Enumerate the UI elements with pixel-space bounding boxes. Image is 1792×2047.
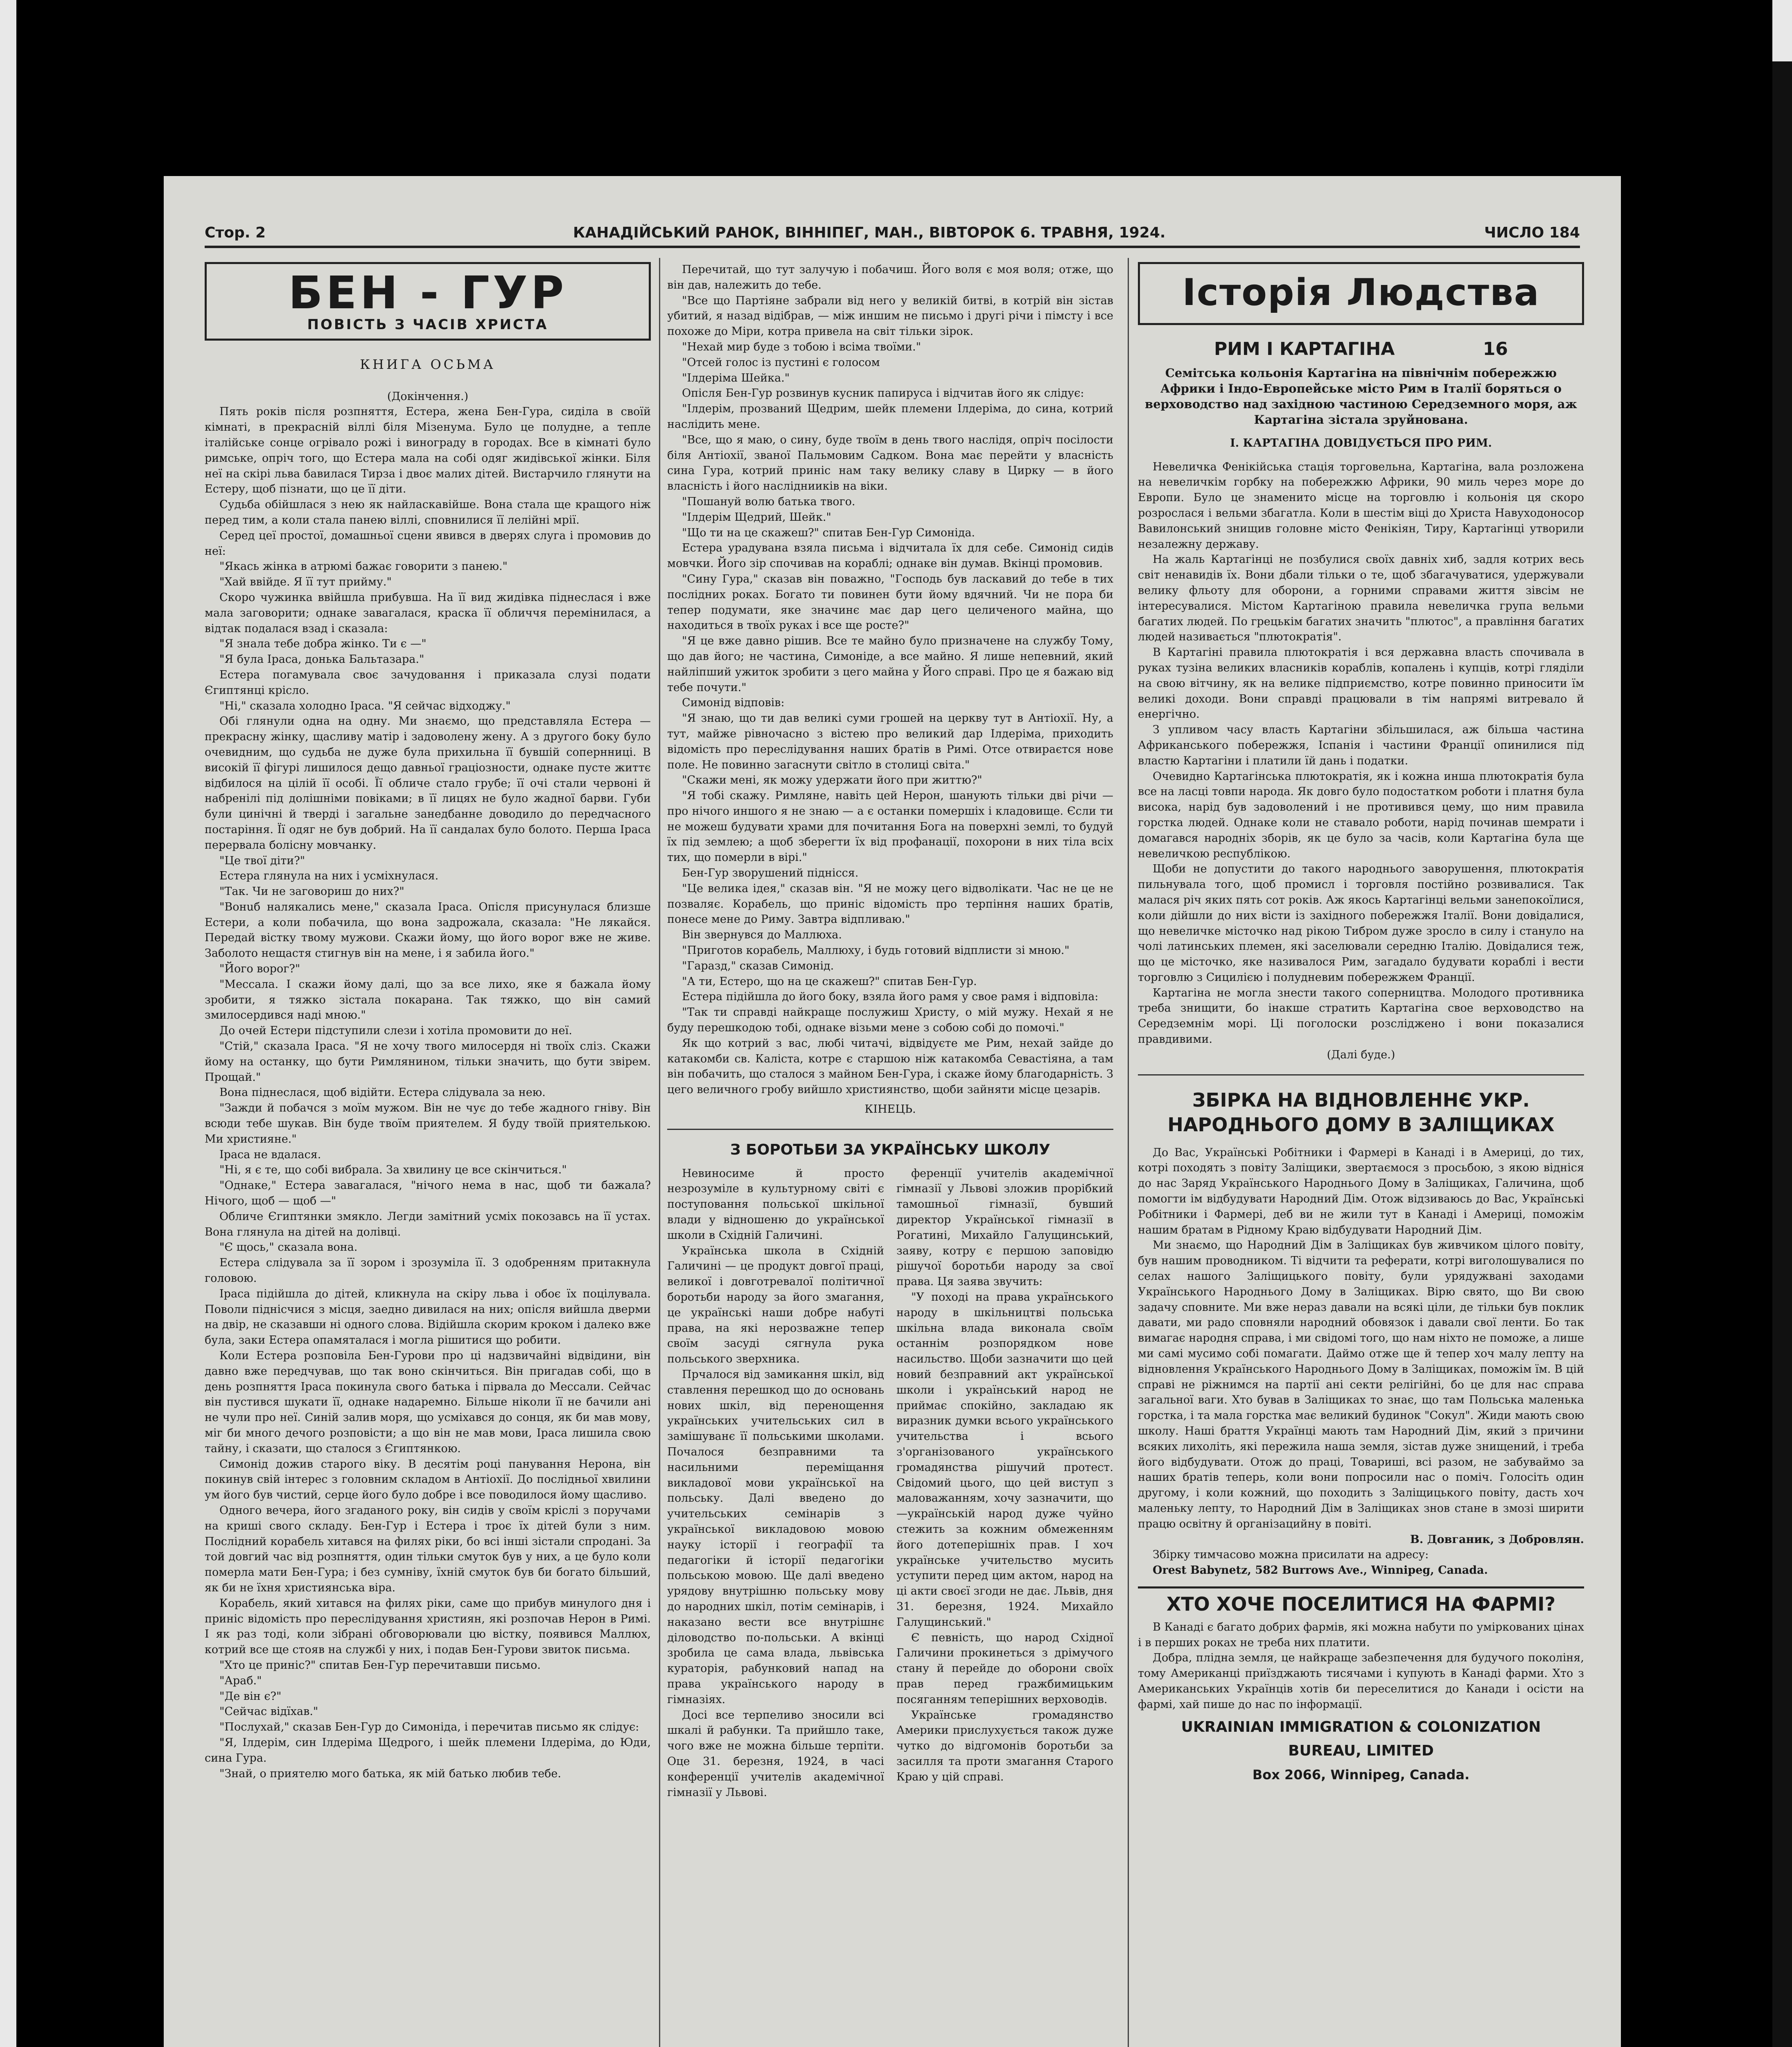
benhur-title-box (205, 262, 651, 341)
paragraph: "У поході на права українського народу в шкільництві польська шкільна влада виконала своїм останнім розпорядком нове насильство. Щоби зазначити що цей новий безправний акт української школи і український народ не приймає спокійно, закладаю як виразник думки всього українського учительства і всього з'організованого українського громадянства рішучий протест. Свідомий цього, що цей виступ з маловажанням, хочу зазначити, що —українській народ дуже чуйно стежить за кожним обмеженням його дотеперішніх прав. І хоч українське учительство мусить уступити перед цим актом, народ на ці акти своєї згоди не дає. Львів, дня 31. березня, 1924. Михайло Галущинський." (896, 1291, 1113, 1629)
film-edge-right-dark (1772, 61, 1792, 2047)
farm-text (1138, 1620, 1584, 1713)
paragraph: Естера слідувала за її зором і зрозуміла її. З одобренням притакнула головою. (205, 1256, 651, 1285)
paragraph: "Мессала. І скажи йому далі, що за все лихо, яке я бажала йому зробити, я тяжко зістала покарана. Так тяжко, що він самий змилосердився надi мною." (205, 978, 651, 1022)
paragraph: "Я знала тебе добра жінко. Ти є —" (219, 637, 427, 651)
farm-ad (1138, 1586, 1584, 1784)
paragraph: "А ти, Естеро, що на це скажеш?" спитав Бен-Гур. (682, 975, 977, 988)
history-subtitle (1138, 341, 1584, 357)
dim-send: Збірку тимчасово можна присилати на адресу: (1153, 1548, 1429, 1561)
paragraph: Він звернувся до Маллюха. (682, 929, 842, 942)
paragraph: Корабель, який хитався на филях ріки, саме що прибув минулого дня і приніс відомість про переслідування християн, які розпочав Нерон в Римі. І як раз тоді, коли зібрані обговорювали цю вістку, появився Маллюх, котрий все ще стояв на службі у них, і подав Бен-Гурови звиток письма. (205, 1597, 651, 1656)
history-text (1138, 459, 1584, 1047)
paragraph: "Зажди й побачся з моїм мужом. Він не чує до тебе жадного гніву. Він всюди тебе шукав. Він буде твоїм приятелем. Я буду твоїй приятелькою. Ми християне." (205, 1102, 651, 1146)
paragraph: "Я це вже давно рішив. Все те майно було призначене на службу Тому, що дав його; не частина, Симоніде, а все майно. Я лише непевний, який найліпший ужиток зробити з цего майна у Його справі. Про це я бажаю від тебе почути." (667, 635, 1113, 694)
paragraph: "Сину Гура," сказав він поважно, "Господь був ласкавий до тебе в тих послідних роках. Богато ти повинен бути йому вдячний. Чи не пора би тепер подумати, яке значинє має дар цего целиченого майна, що находиться в твоїх руках і все ще росте?" (667, 572, 1113, 632)
paragraph: Естера урадувана взяла письма і відчитала їх для себе. Симонід сидів мовчки. Його зір спочивав на кораблі; однаке він думав. Вкінці промовив. (667, 542, 1113, 570)
paragraph: Симонід відповів: (682, 696, 785, 709)
paragraph: "Послухай," сказав Бен-Гур до Симоніда, і перечитав письмо як слідує: (219, 1721, 639, 1734)
paragraph: "Все, що я маю, о сину, буде твоїм в день твого наслідя, опріч посілости біля Антіохії, званої Пальмовим Садком. Вона має перейти у власність сина Гура, котрий приніс нам таку велику славу в Цирку — в його власність і його насліднииків на віки. (667, 433, 1113, 493)
paragraph: "Однаке," Естера завагалася, "нічого нема в нас, щоб ти бажала? Нічого, щоб — щоб —" (205, 1179, 651, 1208)
history-title: Історія Людства (1182, 271, 1540, 314)
paragraph: "Хто це приніс?" спитав Бен-Гур перечитавши письмо. (219, 1658, 541, 1672)
paragraph: Естера підійшла до його боку, взяла його рамя у свое рамя і відповіла: (682, 990, 1099, 1003)
school-headline: З БОРОТЬБИ ЗА УКРАЇНСЬКУ ШКОЛУ (730, 1141, 1050, 1158)
paragraph: "Вонuб налякались мене," сказала Ірaса. Опісля присунулася близше Естери, а коли побачила, що вона задрожала, сказала: "Не лякайся. Передай вістку твому мужови. Скажи йому, що його ворог вже не живе. Заболото нещастя стигнув він на мене, і я забила його." (205, 900, 651, 960)
benhur-subtitle: ПОВІСТЬ З ЧАСІВ ХРИСТА (307, 316, 548, 333)
paragraph: Невиносиме й просто незрозуміле в культурному світі є поступовання польської шкільної влади у відношеню до української школи в Східній Галичині. (667, 1167, 884, 1242)
paragraph: "Ні," сказала холодно Ірaса. "Я сейчас відходжу." (219, 699, 511, 712)
benhur-text-continued (667, 262, 1113, 1098)
paragraph: "Я знаю, що ти дав великі суми грошей на церкву тут в Антіохії. Ну, а тут, майже рівночасно з вістею про великий дар Ілдеріма, приходить відомість про переслідування наших братів в Римі. Отсе отвираєтся нове поле. Не повинно загаснути світло в столиці світа." (667, 712, 1113, 771)
paragraph: Щоби не допустити до такого народнього заворушення, плютократія пильнувала того, щоб промисл і торговля постійно розвивалися. Так малася річ яких пять сот років. Аж якось Картагінці вельми занепокоїлися, коли дійшли до них вісти із західного побережжя Італії. Вони довідалися, що невеличке місточко над рікою Тибром дуже зросло в силу і стануло на чолі латинських племен, які заселювали середню Італію. Довідалися теж, що це місточко, яке називалося Рим, загадало будувати кораблі і вести торговлю з Сицилією і полудневим побережжем Франції. (1138, 863, 1584, 984)
column-benhur (205, 262, 651, 1781)
end-label: КІНЕЦЬ. (864, 1103, 916, 1116)
paragraph: "Ілдерім, прозваний Щедрим, шейк племени Ілдеріма, до сина, котрий наслідить мене. (667, 402, 1113, 431)
paragraph: "Що ти на це скажеш?" спитав Бен-Гур Симоніда. (682, 526, 975, 539)
school-right-column (896, 1166, 1113, 1801)
paragraph: "Є щось," сказала вона. (219, 1241, 358, 1254)
paragraph: Коли Естера розповіла Бен-Гурови про ці надзвичайні відвідини, він давно вже передчував, що так воно скінчиться. Він пригадав собі, що в день розпняття Ірaса покинула свого батька і пірвала до Мессали. Сейчас він пустився шукати її, однаке надаремно. Більше ніколи її не бачили ані не чули про неї. Синій залив моря, що усміхався до сонця, як би мав мову, міг би много дечого розповісти; а що він не мав мови, Ірaса лишила свою тайну, і сказати, що сталося з Єгиптянкою. (205, 1349, 651, 1455)
paragraph: Добра, плідна земля, це найкраще забезпечення для будучого поколіня, тому Американці приїзджають тисячами і купують в Канаді фарми. Хто з Американських Українців хотів би переселитися до Канади і осісти на фармі, хай пише до нас по інформації. (1138, 1652, 1584, 1711)
dim-headline: ЗБІРКА НА ВІДНОВЛЕННЄ УКР. НАРОДНЬОГО ДОМУ В ЗАЛІЩИКАХ (1167, 1089, 1555, 1136)
paragraph: "Ні, я є те, що собі вибрала. За хвилину це все скінчиться." (219, 1164, 567, 1177)
page-number: Стор. 2 (205, 224, 266, 241)
dim-signature: В. Довганик, з Добровлян. (1410, 1533, 1584, 1546)
school-article (667, 1166, 1113, 1801)
benhur-title: БЕН - ГУР (288, 267, 567, 319)
paragraph: Естера погамувала своє зачудовання і приказала слузі подати Єгиптянці крісло. (205, 668, 651, 697)
history-subtitle-text: РИМ І КАРТАГІНА (1214, 339, 1395, 359)
page-header (205, 221, 1580, 248)
paragraph: В Канаді є багато добрих фармів, які можна набути по умірковaних цінах і в перших роках не треба них платити. (1138, 1620, 1584, 1649)
masthead: КАНАДІЙСЬКИЙ РАНОК, ВІННІПЕГ, МАН., ВІВТОРОК 6. ТРАВНЯ, 1924. (573, 224, 1166, 241)
paragraph: "Якась жінка в атрюмі бажає говорити з панею." (219, 560, 508, 573)
school-left-column (667, 1166, 884, 1801)
paragraph: "Хай ввійде. Я її тут прийму." (219, 576, 392, 589)
paragraph: Ми знаємо, що Народний Дім в Заліщиках був живчиком цілого повіту, був нашим проводником. Ті відчити та реферати, котрі виголошувалися по селах нашого Заліщицького повіту, були урядужвані заходами Українського Народнього Дому в Заліщиках. Вірю свято, що Ви свою задачу сповните. Ми вже нераз давали на всякі ціли, де тільки був поклик давати, ми радо сповняли народний обовязок і давали свої ленти. Бо так вимагає народня справа, і ми свідомі того, що нам ніхто не поможе, а лише ми самі мусимо собі помагати. Даймо отже ще й тепер хоч малу лепту на відновлення Українського Народнього Дому в Заліщиках, поможім їм. В цій справі не ріжнимся на партії ані секти релігійні, бо це для нас справа загальної ваги. Хто бував в Заліщиках то знає, що там Польська маленька горстка, і та мала горстка має великий будинок "Сокул". Жиди мають свою школу. Наші браття Українці мають там Народний Дім, який з причини всяких лихоліть, які пережила наша земля, зістав дуже знищений, і треба його відбудувати. Отож до праці, Товариші, всі разом, не забуваймо за наших братів теперь, коли вони попросили нас о поміч. Голосіть один другому, і коли кожний, що походить з Заліщицького повіту, дасть хоч маленьку лепту, то Народний Дім в Заліщиках знов стане в змозі ширити працю освітну й організацийну в повіті. (1138, 1239, 1584, 1530)
paragraph: Скоро чужинка ввійшла прибувша. На її вид жидівка піднеслася і вже мала заговорити; однаке завагалася, краска її обличчя перемінилася, а відтак подалася взад і сказала: (205, 591, 651, 635)
paragraph: Естера глянула на них і усміхнулася. (219, 870, 439, 883)
paragraph: "Так ти справді найкраще послужиш Христу, о мій мужу. Нехай я не буду перешкодою тобі, однаке візьми мене з собою собі до помочі." (667, 1006, 1113, 1035)
benhur-text (205, 404, 651, 1781)
paragraph: Симонід дожив старого віку. В десятім році панування Нерона, він покинув свій інтерес з головним складом в Антіохії. До послідньої хвилини ум його був чистий, серце його було добре і все поводилося йому щасливо. (205, 1457, 651, 1502)
history-title-box (1138, 262, 1584, 325)
paragraph: На жаль Картагінці не позбулися своїх давніх хиб, задля котрих весь світ ненавидів їх. Вони дбали тільки о те, щоб збагачуватися, удержували велику фльоту для оборони, а горними справами життя зівсім не інтересувалися. Містом Картагіною правила невеличка група вельми багатих людей. По грецькім багатих значить "плютос", а правління багатих людей називається "плютократія". (1138, 553, 1584, 644)
history-section: I. КАРТАГІНА ДОВІДУЄТЬСЯ ПРО РИМ. (1230, 436, 1492, 450)
paragraph: "Ілдеріма Шейка." (682, 371, 790, 384)
divider (667, 1129, 1113, 1130)
paragraph: Ірaса не вдалася. (219, 1148, 321, 1161)
column-rule-1 (659, 258, 660, 2047)
column-two (667, 262, 1113, 1800)
dim-text (1138, 1145, 1584, 1532)
paragraph: "Пошануй волю батька твого. (682, 495, 855, 508)
paragraph: Ірaса підійшла до дітей, кликнула на скіру льва і обоє їх поцілувала. Поволи піднісчися з місця, заедно дивилася на них; опісля вийшла дверми на двір, не сказавши ні одного слова. Відійшла скорим кроком і далеко вже була, заки Естера опамяталася і могла рішитися що робити. (205, 1287, 651, 1347)
paragraph: Вона піднеслася, щоб відійти. Естера слідувала за нею. (219, 1086, 546, 1099)
benhur-cont: (Докінчення.) (387, 390, 469, 403)
paragraph: "Гаразд," сказав Симонід. (682, 959, 834, 972)
paragraph: Українське громадянство Америки прислухується також дуже чутко до відгомонів боротьби за засилля та проти змагання Старого Краю у цій справі. (896, 1708, 1113, 1783)
paragraph: "Стій," сказала Ірaса. "Я не хочу твого милосердя ні твоїх сліз. Скажи йому на останку, що бути Римлянином, тільки значить, що бути звірем. Прощай." (205, 1040, 651, 1084)
film-edge-right (1772, 0, 1792, 2047)
paragraph: "Ілдерім Щедрий, Шейк." (682, 511, 831, 524)
paragraph: До Вас, Українські Робітники і Фармері в Канаді і в Америці, до тих, котрі походять з повіту Заліщики, звертаємося з просьбою, з якою відніся до нас Заряд Українського Народнього Дому в Заліщиках, Галичина, щоб помогти ім відбудувати Народний Дім. Отож відзиваюсь до Вас, Українські Робітники і Фармері, деб ви не жили тут в Канаді і Америці, поможім нашим братам в Рідному Краю відбудувати Народний Дім. (1138, 1146, 1584, 1236)
paragraph: Картагіна не могла знести такого соперництва. Молодого противника треба знищити, бо інакше стратить Картагіна свое верховодство на Середземнім морі. Ці поголоски розслідженo і вони показалися правдивими. (1138, 986, 1584, 1046)
paragraph: Обличе Єгиптянки змякло. Легди замітний усміх покозавсь на її устах. Вона глянула на дітей на долівці. (205, 1210, 651, 1238)
paragraph: "Все що Партіяне забрали від него у великій битві, в котрій він зістав убитий, я назад відібрав, — між иншим не письмо і другі річи і пімсту і все похоже до Міри, котра привела на світ тільки зірок. (667, 294, 1113, 338)
paragraph: ференції учителів академічної гімназії у Львові зложив прорібкий тамошньої гімназії, бувший директор Української гімназії в Рогатині, Михайло Галущинський, заяву, котру є першою заповідю рішучої боротьби народу за свої права. Ця заява звучить: (896, 1167, 1113, 1288)
paragraph: До очей Естери підступили слези і хотіла промовити до неї. (219, 1024, 572, 1037)
paragraph: "Я тобі скажу. Римляне, навіть цей Нерон, шанують тільки дві річи — про нічого иншого я не знаю — а є останки помершіх і кладовище. Єсли ти не можеш будувати храми для почитання Бога на поверхні землі, то будуй їх під землею; а щоб зберегти їх від профанації, похорони в них тіла всіх тих, що померли в вірі." (667, 789, 1113, 864)
column-rule-2 (1128, 258, 1129, 2047)
paragraph: "Отсей голос із пустині є голосом (682, 356, 880, 369)
farm-headline: ХТО ХОЧЕ ПОСЕЛИТИСЯ НА ФАРМІ? (1166, 1593, 1556, 1615)
paragraph: Є певність, що народ Східної Галичини прокинеться з дрімучого стану й перейде до оборони своїх прав перед гражбимицьким посяганням теперішних верховодів. (896, 1631, 1113, 1706)
paragraph: "Його ворог?" (219, 962, 300, 976)
paragraph: "Це велика ідея," сказав він. "Я не можу цего відволікати. Час не це не позваляє. Корабель, що приніс відомість про терпіння наших братів, понесе мене до Риму. Завтра відпливаю." (667, 882, 1113, 926)
paragraph: "Знай, о приятелю мого батька, як мій батько любив тебе. (219, 1767, 561, 1780)
bureau-name-2: BUREAU, LIMITED (1288, 1742, 1434, 1759)
paragraph: Українська школа в Східній Галичині — це продукт довгої праці, великої і довготревалої політичної боротьби народу за його змагання, це українські наши добре набуті права, на які нерозважне тепер своїм засуді сягнула рука польського зверхника. (667, 1244, 884, 1366)
paragraph: Опісля Бен-Гур розвинув кусник папируса і відчитав його як слідує: (682, 387, 1084, 400)
divider (1138, 1074, 1584, 1075)
paragraph: Досі все терпеливо зносили всі шкалі й рабунки. Та прийшло таке, чого вже не можна більше терпіти. Оце 31. березня, 1924, в часі конференції учителів академічної гімназії у Львові. (667, 1708, 884, 1799)
paragraph: З упливом часу власть Картагіни збільшилася, аж більша частина Африканського побережжя, Іспанія і частини Франції опинилися під властю Картагіни і платили їй дань і податки. (1138, 723, 1584, 767)
paragraph: "Де він є?" (219, 1690, 282, 1703)
bureau-name-1: UKRAINIAN IMMIGRATION & COLONIZATION (1181, 1718, 1541, 1735)
paragraph: Одного вечера, його згаданого року, він сидів у своїм кріслі з поручами на криші свого складу. Бен-Гур і Естера і троє їх дітей були з ним. Послідний корабель хитався на филях ріки, бо всі інші зістали спродані. За той довгий час від розпняття, один тільки смуток був у них, а це було коли померла мати Бен-Гура; і без сумніву, їхній смуток був би богато більший, як би не їхня християнська віра. (205, 1504, 651, 1594)
paragraph: "Приготов корабель, Маллюху, і будь готовий відплисти зі мною." (682, 944, 1070, 957)
history-lead: Семітська кольонія Картагіна на північнім побережжю Африки і Індо-Европейське місто Рим в Італії боряться о верховодство над західною частиною Середземного моря, аж Картагіна зістала зруйнована. (1145, 366, 1577, 427)
history-cont: (Далі буде.) (1327, 1048, 1395, 1061)
benhur-book: КНИГА ОСЬМА (360, 356, 496, 372)
newspaper-page (164, 176, 1621, 2047)
paragraph: "Це твої діти?" (219, 854, 305, 867)
paragraph: Обі глянули одна на одну. Ми знаємо, що представлялa Естера — прекрасну жінку, щасливу матір і задоволену жену. А з другого боку було очевидним, що судьба не дуже була прихильна її бувшій сопернниці. В високій її фігурі лишилося дещо давньої грацiозности, однаке пусте життє відбилося на цілій її особі. Її обличе стало грубе; її очі стали червоні й набренілі під долішніми повіками; в її лицях не було жадної барви. Губи були цинічні й тверді і загальне занедбанне доводило до передчасного постарiння. Її одяг не був добрий. На її сандалах було болото. Перша Ірaса перервала болісну мовчанку. (205, 715, 651, 852)
paragraph: Бен-Гур зворушений піднісся. (682, 867, 859, 880)
paragraph: Невеличка Фенікійська стація торговельна, Картагіна, вала розложена на невеличкім горбку на побережжю Африки, 90 миль через море до Европи. Було це знаменито місце на торговлю і кольонія ця скоро розрослася і вельми збагатла. Коли в шестім віці до Христа Навуходоносор Вавилонський знищив головне місто Фенікіян, Тиру, Картагінці утворили незалежну державу. (1138, 460, 1584, 551)
paragraph: "Скажи мені, як можу удержати його при життю?" (682, 774, 982, 787)
paragraph: Судьба обійшлася з нею як найласкавійше. Вона стала ще кращого ніж перед тим, а коли стала панею віллі, сповнилися її лелійні мрії. (205, 498, 651, 526)
paragraph: В Картагіні правила плютократія і вся державна власть спочивала в руках тузіна великих власників кораблів, копалень і купців, котрі гляділи на свою вітчину, як на велике підприємство, котре повинно приносити їм великі доходи. Вони справді працювали в тім напрямі витревало й енергічно. (1138, 646, 1584, 721)
paragraph: "Нехай мир буде з тобою і всіма твоїми." (682, 340, 921, 353)
paragraph: "Так. Чи не заговориш до них?" (219, 885, 404, 898)
column-three (1138, 262, 1584, 1784)
paragraph: Прчалося від замикання шкіл, від ставлення перешкод що до основань нових шкіл, від перенощення українських учительських сил в замішуванє її польськими шкoлами. Почалося безправними та насильними переміщання викладової мови українськoї на польську. Далі введено до учительських семінарів з української виклaдoвою мовою науку історії і географії та педагогіки й історії педагогіки польською мовою. Ще далі введено урядову внутрішню польську мову до народних шкіл, потім семінарів, і наказано вести все внутрішнє діловодство по-польськи. А вкінці зробила це сама влада, львівська кураторія, рабунковий напад на права українського народу в гімназіях. (667, 1368, 884, 1706)
paragraph: "Араб." (219, 1674, 262, 1687)
paragraph: "Сейчас відїхав." (219, 1705, 318, 1718)
history-number: 16 (1483, 339, 1508, 359)
bureau-address: Box 2066, Winnipeg, Canada. (1252, 1767, 1470, 1783)
paragraph: Як що котрий з вас, любі читачі, відвідуєте ме Рим, нехай зайде до катакомби св. Каліста, котре є старшою ніж катакомба Севастіяна, а там він побачить, що сталося з майном Бен-Гура, і скаже йому благодарність. З цего величного гробу вийшло християнство, щоби зайняти місце цезарів. (667, 1037, 1113, 1096)
paragraph: "Я була Ірaса, донька Бальтазара." (219, 653, 424, 666)
issue-number: ЧИСЛО 184 (1484, 224, 1580, 241)
dim-address: Orest Babynetz, 582 Burrows Ave., Winnipeg, Canada. (1153, 1564, 1488, 1577)
film-edge-left (0, 0, 16, 2047)
paragraph: "Я, Ілдерім, син Ілдеріма Щедрого, і шейк племени Ілдеріма, до Юди, сина Гура. (205, 1736, 651, 1765)
paragraph: Серед цеї простої, домашньої сцени явився в дверях слуга і промовив до неї: (205, 529, 651, 558)
paragraph: Перечитай, що тут залучую і побачиш. Його воля є моя воля; отже, що він дав, належить до тебе. (667, 263, 1113, 291)
paragraph: Очевидно Картагінська плютократія, як і кожна инша плютократія була все на ласці товпи народа. Як довго було подостатком роботи і платня була висока, нарід був задоволений і не противився цему, що ним правила горстка людей. Однаке коли не ставало роботи, нарід починав шемрати і домагався народніх зборів, як це було за часів, коли Картагіна була ще невеличкою республікою. (1138, 770, 1584, 860)
paragraph: Пять років після розпняття, Естера, жена Бен-Гура, сиділа в своїй кімнаті, в прекрасній віллі біля Мізенума. Було це полудне, а тепле італійське сонце огрівало рожі і винограду в городах. Все в кімнаті було римське, опріч того, що Естера мала на собі одяг жидівської жінки. Біля неї на скірі льва бавилася Тирза і двоє малих дітей. Вистарчило глянути на Естеру, щоб пізнати, що це її діти. (205, 405, 651, 496)
